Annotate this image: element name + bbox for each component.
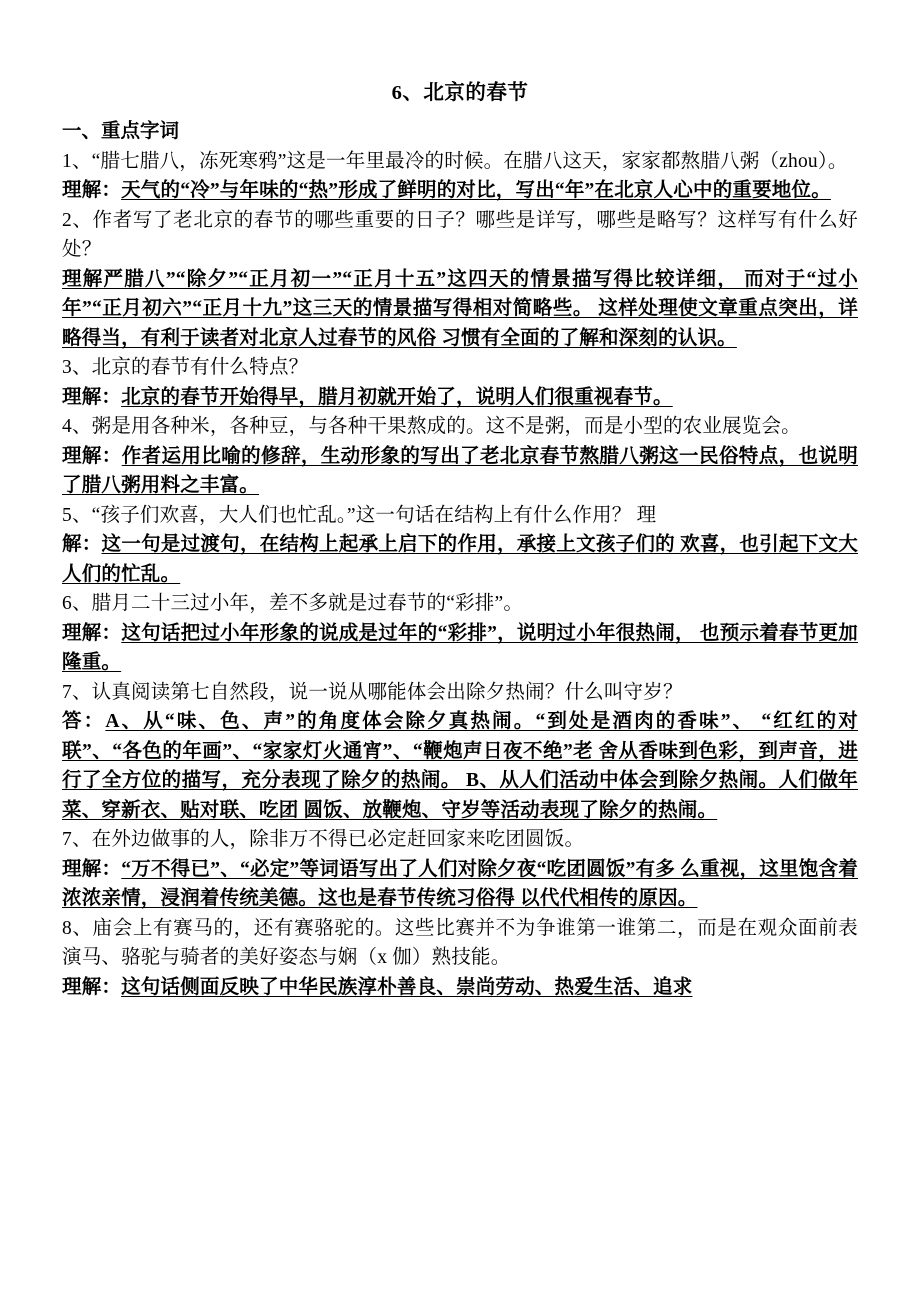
question-block-8: 8、庙会上有赛马的，还有赛骆驼的。这些比赛并不为争谁第一谁第二，而是在观众面前表演马、骆驼与骑者的美好姿态与娴（x 伽）熟技能。 [62,917,858,968]
answer-block-2 [62,265,858,354]
question-block-3: 3、北京的春节有什么特点？ [62,357,309,378]
answer-text-5: 这一句是过渡句，在结构上起承上启下的作用，承接上文孩子们的 欢喜，也引起下文大人们的忙乱。 [62,534,858,585]
question-block-7b: 7、在外边做事的人，除非万不得已必定赶回家来吃团圆饭。 [62,829,585,850]
answer-label-8: 理解： [62,976,122,998]
question-block-7a: 7、认真阅读第七自然段，说一说从哪能体会出除夕热闹？什么叫守岁？ [62,681,683,703]
answer-label-1: 理解： [62,180,122,201]
answer-block-1 [62,176,858,206]
question-block-1: 1、“腊七腊八，冻死寒鸦”这是一年里最冷的时候。在腊八这天，家家都熬腊八粥（zhou）。 [62,150,848,172]
answer-block-8 [62,973,858,1003]
page-title: 6、北京的春节 [391,82,529,104]
answer-label-7a: 答： [62,711,106,732]
answer-block-5 [62,530,858,589]
answer-text-6: 这句话把过小年形象的说成是过年的“彩排”，说明过小年很热闹， 也预示着春节更加隆重。 [62,622,858,673]
answer-label-7b: 理解： [62,858,122,880]
question-block-2: 2、作者写了老北京的春节的哪些重要的日子？哪些是详写，哪些是略写？这样写有什么好处？ [62,209,858,260]
question-block-4: 4、粥是用各种米，各种豆，与各种干果熬成的。这不是粥，而是小型的农业展览会。 [62,416,801,437]
answer-block-4 [62,442,858,501]
answer-label-6: 理解： [62,622,122,644]
answer-text-8: 这句话侧面反映了中华民族淳朴善良、崇尚劳动、热爱生活、追求 [121,976,693,998]
answer-label-4: 理解： [62,445,122,467]
answer-text-7b: “万不得已”、“必定”等词语写出了人们对除夕夜“吃团圆饭”有多 么重视，这里饱含着浓浓亲情，浸润着传统美德。这也是春节传统习俗得 以代代相传的原因。 [62,858,858,909]
answer-text-7a: A、从“味、色、声”的角度体会除夕真热闹。“到处是酒肉的香味”、 “红红的对联”、“各色的年画”、“家家灯火通宵”、“鞭炮声日夜不绝”老 舍从香味到色彩，到声音，进行了全方位的描写，充分表现了除夕的热闹。 B、从人们活动中体会到除夕热闹。人们做年菜、穿新衣、贴对联、吃团 圆饭、放鞭炮、守岁等活动表现了除夕的热闹。 [62,711,858,821]
answer-block-7a [62,707,858,825]
answer-text-4: 作者运用比喻的修辞，生动形象的写出了老北京春节熬腊八粥这一民俗特点，也说明了腊八粥用料之丰富。 [62,445,858,496]
answer-block-3 [62,383,858,413]
answer-label-3: 理解： [62,386,122,408]
answer-text-1: 天气的“冷”与年味的“热”形成了鲜明的对比，写出“年”在北京人心中的重要地位。 [121,180,831,201]
question-block-6: 6、腊月二十三过小年，差不多就是过春节的“彩排”。 [62,593,524,614]
question-block-5: 5、“孩子们欢喜，大人们也忙乱。”这一句话在结构上有什么作用？ 理 [62,504,657,526]
answer-block-6 [62,619,858,678]
section-heading: 一、重点字词 [62,121,180,142]
answer-block-7b [62,855,858,914]
answer-label-5: 解： [62,534,102,555]
answer-text-2: 理解严腊八”“除夕”“正月初一”“正月十五”这四天的情景描写得比较详细， 而对于“过小年”“正月初六”“正月十九”这三天的情景描写得相对简略些。 这样处理使文章重点突出，详略得当，有利于读者对北京人过春节的风俗 习惯有全面的了解和深刻的认识。 [62,268,858,349]
answer-text-3: 北京的春节开始得早，腊月初就开始了，说明人们很重视春节。 [121,386,673,408]
